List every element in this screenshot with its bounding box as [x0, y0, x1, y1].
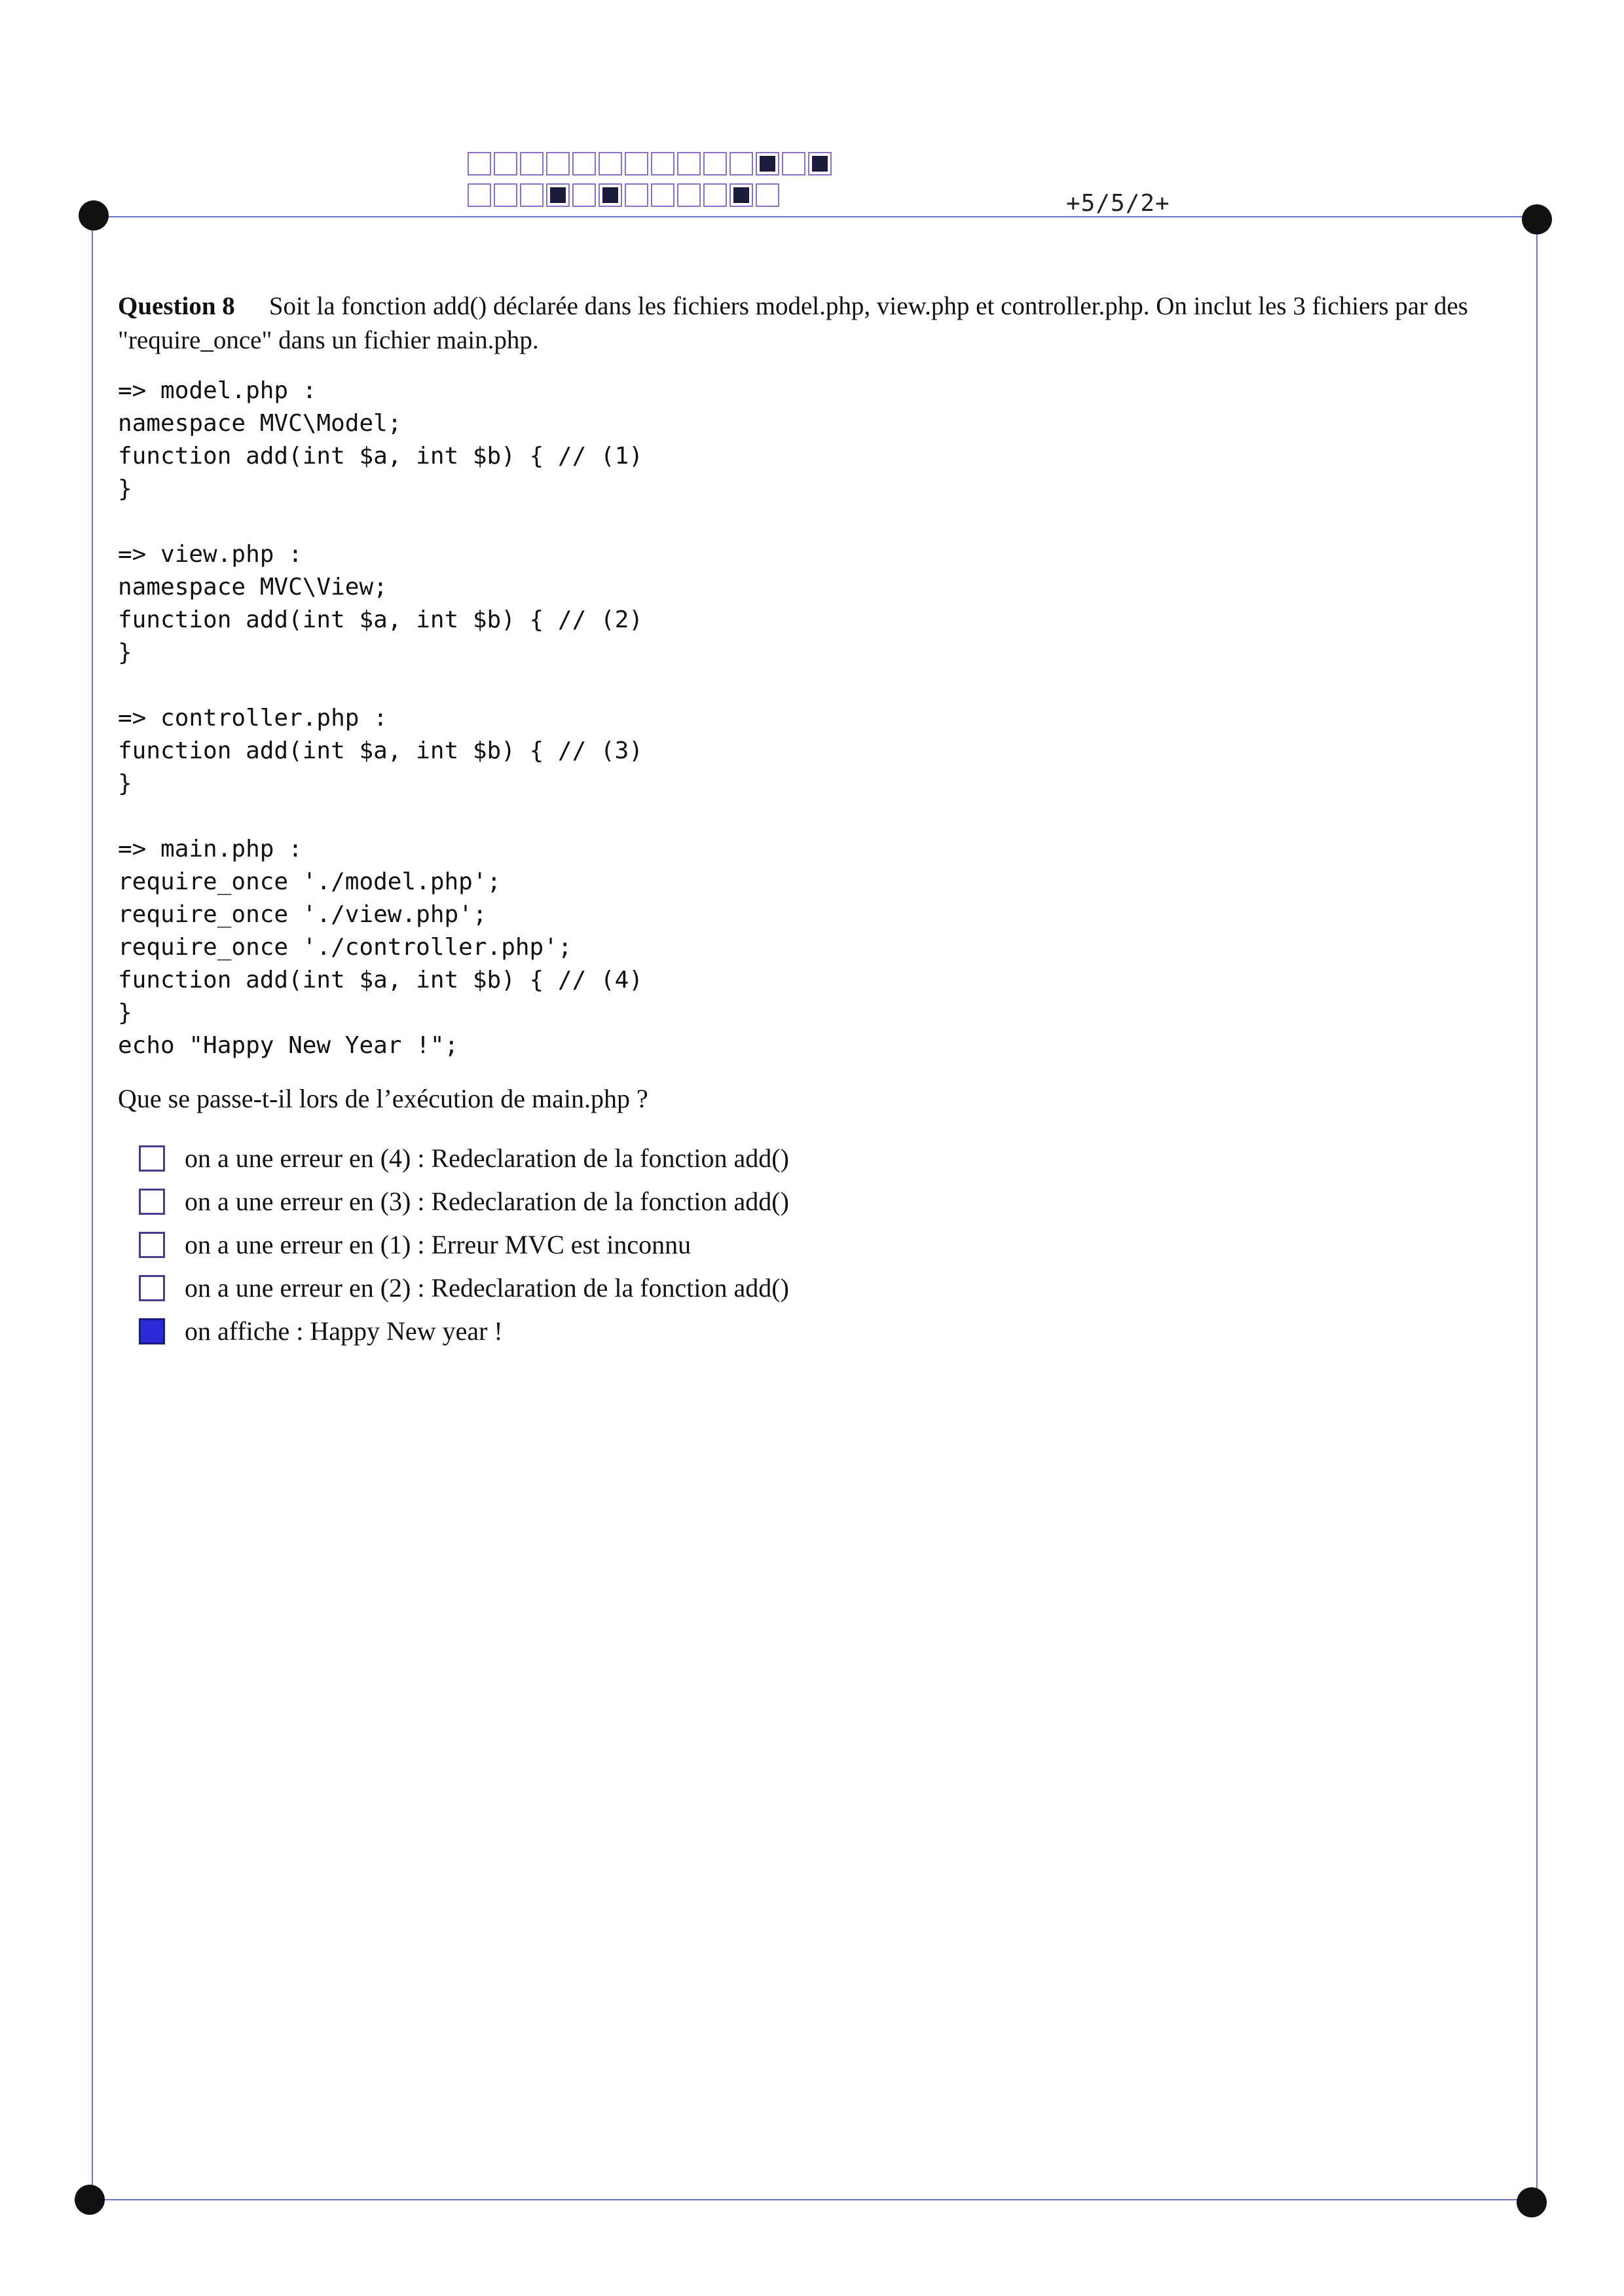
- code-line: => main.php :: [118, 836, 303, 862]
- id-row-1-box: [808, 152, 832, 176]
- code-line: => view.php :: [118, 541, 303, 568]
- answer-checkbox[interactable]: [139, 1318, 165, 1344]
- code-line: [118, 800, 643, 833]
- answer-checkbox[interactable]: [139, 1189, 165, 1215]
- question-number: Question 8: [118, 292, 235, 320]
- id-row-1-box: [572, 152, 596, 176]
- id-row-2-box: [703, 183, 727, 207]
- code-line: require_once './controller.php';: [118, 934, 572, 961]
- id-row-2-box: [756, 183, 779, 207]
- code-line: function add(int $a, int $b) { // (3): [118, 737, 643, 764]
- answer-option-label: on a une erreur en (2) : Redeclaration de la fonction add(): [185, 1273, 789, 1303]
- id-row-2-box: [572, 183, 596, 207]
- answer-option: [139, 1310, 789, 1353]
- answer-checkbox[interactable]: [139, 1232, 165, 1258]
- code-line: function add(int $a, int $b) { // (4): [118, 967, 643, 993]
- answer-option-label: on a une erreur en (4) : Redeclaration de la fonction add(): [185, 1143, 789, 1173]
- id-row-2-box: [651, 183, 674, 207]
- code-line: require_once './view.php';: [118, 901, 487, 928]
- code-line: }: [118, 639, 132, 666]
- id-row-2-box: [468, 183, 491, 207]
- id-row-2-box: [729, 183, 753, 207]
- id-row-1-box: [729, 152, 753, 176]
- answer-option-label: on a une erreur en (1) : Erreur MVC est inconnu: [185, 1230, 692, 1259]
- answer-option: [139, 1180, 789, 1223]
- frame-top-line: [92, 216, 1539, 217]
- code-line: require_once './model.php';: [118, 868, 502, 895]
- id-row-2-box: [677, 183, 701, 207]
- id-row-1-box: [651, 152, 674, 176]
- answer-option-label: on a une erreur en (3) : Redeclaration de la fonction add(): [185, 1187, 789, 1216]
- code-line: => controller.php :: [118, 705, 388, 731]
- frame-bottom-line: [89, 2199, 1534, 2200]
- code-line: [118, 669, 643, 702]
- id-row-1-box: [677, 152, 701, 176]
- id-row-2-box: [599, 183, 622, 207]
- id-row-1-box: [703, 152, 727, 176]
- answer-option: [139, 1267, 789, 1310]
- corner-mark-top-right: [1522, 204, 1552, 234]
- id-row-1-box: [599, 152, 622, 176]
- id-row-2-box: [546, 183, 570, 207]
- id-row-1-box: [756, 152, 779, 176]
- code-line: [118, 506, 643, 538]
- answer-checkbox[interactable]: [139, 1275, 165, 1301]
- id-row-1-box: [625, 152, 648, 176]
- id-row-1-box: [520, 152, 544, 176]
- answer-option: [139, 1223, 789, 1267]
- code-line: echo "Happy New Year !";: [118, 1032, 459, 1059]
- id-row-1-box: [782, 152, 805, 176]
- id-row-1-box: [546, 152, 570, 176]
- student-id-boxes-row-1: [468, 152, 834, 176]
- code-line: namespace MVC\View;: [118, 574, 388, 601]
- answer-option: [139, 1137, 789, 1180]
- code-line: => model.php :: [118, 377, 317, 404]
- corner-mark-top-left: [79, 200, 109, 231]
- page-code: +5/5/2+: [1066, 190, 1170, 217]
- code-line: }: [118, 475, 132, 502]
- question-prompt: Que se passe-t-il lors de l’exécution de main.php ?: [118, 1084, 648, 1113]
- code-line: namespace MVC\Model;: [118, 410, 402, 437]
- id-row-2-box: [494, 183, 517, 207]
- question-statement: [118, 289, 1513, 358]
- answer-checkbox[interactable]: [139, 1145, 165, 1172]
- id-row-2-box: [520, 183, 544, 207]
- corner-mark-bottom-left: [75, 2185, 105, 2215]
- code-line: function add(int $a, int $b) { // (1): [118, 443, 643, 470]
- corner-mark-bottom-right: [1517, 2187, 1547, 2217]
- answer-option-label: on affiche : Happy New year !: [185, 1316, 503, 1346]
- frame-right-line: [1536, 216, 1538, 2200]
- id-row-1-box: [494, 152, 517, 176]
- student-id-boxes-row-2: [468, 183, 782, 207]
- code-line: }: [118, 770, 132, 797]
- id-row-1-box: [468, 152, 491, 176]
- answer-options: [139, 1137, 789, 1353]
- code-listing: [118, 375, 643, 1062]
- frame-left-line: [92, 216, 93, 2200]
- code-line: function add(int $a, int $b) { // (2): [118, 606, 643, 633]
- id-row-2-box: [625, 183, 648, 207]
- question-text: Soit la fonction add() déclarée dans les fichiers model.php, view.php et controller.php. On inclut les 3 fichiers par des "require_once" dans un fichier main.php.: [118, 292, 1468, 354]
- code-line: }: [118, 999, 132, 1026]
